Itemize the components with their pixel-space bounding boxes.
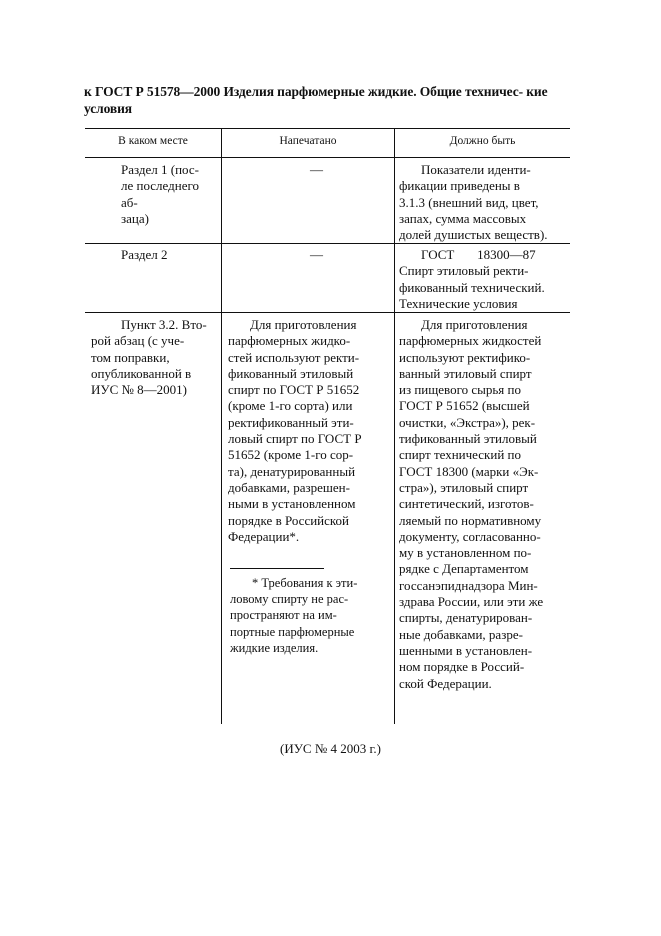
row3-printed: Для приготовления парфюмерных жидко- стей используют ректи- фикованный этиловый спирт по ГОСТ Р 51652 (кроме 1-го сорта) или ректификованный эти- ловый спирт по ГОСТ Р 51652 (кроме 1-го сор- та), денатурированный добавками, разрешен- ными в установленном порядке в Российской Федерации*. <box>228 317 362 544</box>
row1-correct: Показатели иденти- фикации приведены в 3.1.3 (внешний вид, цвет, запах, сумма массовых долей душистых веществ). <box>399 162 548 243</box>
row2-printed: — <box>310 247 323 262</box>
row3-place: Пункт 3.2. Вто- рой абзац (с уче- том поправки, опубликованной в ИУС № 8—2001) <box>91 317 207 398</box>
row2-correct: ГОСТ 18300—87 Спирт этиловый ректи- фикованный технический. Технические условия <box>399 247 545 311</box>
header-place: В каком месте <box>118 135 188 147</box>
row1-printed: — <box>310 162 323 177</box>
footnote: * Требования к эти- ловому спирту не рас- пространяют на им- портные парфюмерные жидкие изделия. <box>230 576 358 655</box>
header-printed: Напечатано <box>279 135 337 147</box>
source-reference: (ИУС № 4 2003 г.) <box>280 741 381 756</box>
row1-bottom-rule <box>85 243 570 244</box>
row3-correct: Для приготовления парфюмерных жидкостей используют ректифико- ванный этиловый спирт из пищевого сырья по ГОСТ Р 51652 (высшей очистки, «Экстра»), рек- тификованный этиловый спирт технический по ГОСТ 18300 (марки «Эк- стра»), этиловый спирт синтетический, изготов- ляемый по нормативному документу, согласованно- му в установленном по- рядке с Департаментом госсанэпиднадзора Мин- здрава России, или эти же спирты, денатурирован- ные добавками, разре- шенными в установлен- ном порядке в Россий- ской Федерации. <box>399 317 544 691</box>
row2-bottom-rule <box>85 312 570 313</box>
column-divider-2 <box>394 128 395 724</box>
column-divider-1 <box>221 128 222 724</box>
header-bottom-rule <box>85 157 570 158</box>
row1-place: Раздел 1 (пос- ле последнего аб- заца) <box>121 162 199 226</box>
page-title: к ГОСТ Р 51578—2000 Изделия парфюмерные жидкие. Общие техничес- кие условия <box>84 84 548 116</box>
footnote-rule <box>230 568 324 569</box>
row2-place: Раздел 2 <box>121 247 168 262</box>
header-correct: Должно быть <box>449 135 516 147</box>
table-top-rule <box>85 128 570 129</box>
